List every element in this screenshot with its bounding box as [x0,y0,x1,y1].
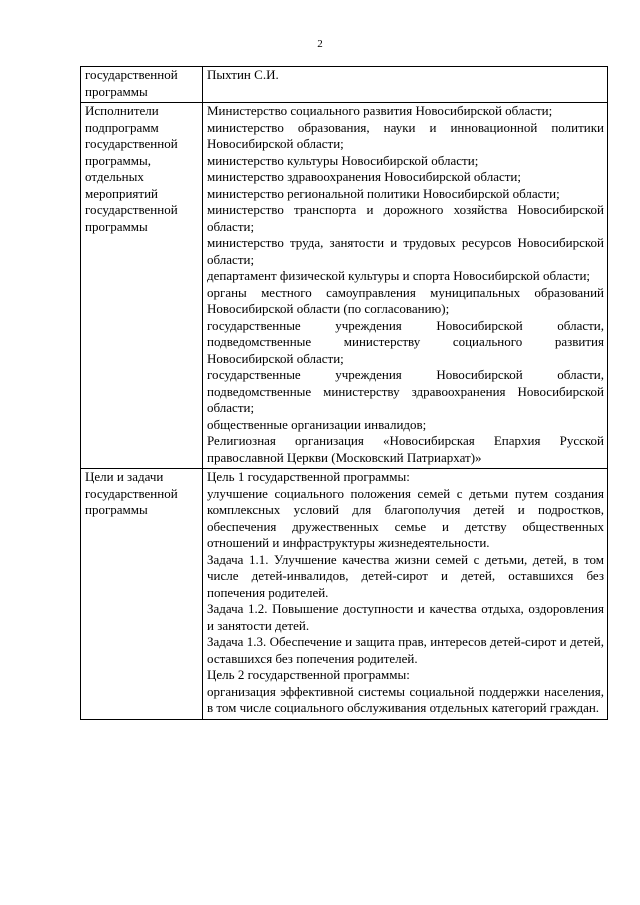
content-paragraph: Задача 1.1. Улучшение качества жизни семей с детьми, детей, в том числе детей-инвалидов, детей-сирот и детей, оставшихся без попечения родителей. [207,551,604,600]
row-content-cell [203,103,608,469]
content-paragraph: государственные учреждения Новосибирской области, подведомственные министерству здравоохранения Новосибирской области; [207,367,604,415]
table-row-executors [81,103,608,469]
content-paragraph: Задача 1.3. Обеспечение и защита прав, интересов детей-сирот и детей, оставшихся без попечения родителей. [207,634,604,666]
page-number: 2 [317,38,323,50]
program-passport-table [80,66,608,720]
content-paragraph: Задача 1.2. Повышение доступности и качества отдыха, оздоровления и занятости детей. [207,601,604,633]
table-row-responsible [81,67,608,103]
content-paragraph: министерство культуры Новосибирской области; [207,152,479,168]
row-label-cell [81,67,203,103]
content-paragraph: министерство региональной политики Новосибирской области; [207,185,560,201]
content-paragraph: государственные учреждения Новосибирской области, подведомственные министерству социального развития Новосибирской области; [207,317,604,366]
content-paragraph: Религиозная организация «Новосибирская Епархия Русской православной Церкви (Московский Патриархат)» [207,433,604,465]
row-label-cell [81,469,203,720]
content-paragraph: организация эффективной системы социальной поддержки населения, в том числе социального обслуживания отдельных категорий граждан. [207,683,604,715]
content-paragraph: министерство образования, науки и инновационной политики Новосибирской области; [207,119,604,151]
content-paragraph: министерство здравоохранения Новосибирской области; [207,169,521,184]
content-paragraph: министерство транспорта и дорожного хозяйства Новосибирской области; [207,202,604,234]
content-paragraph: департамент физической культуры и спорта Новосибирской области; [207,268,591,283]
content-paragraph: Министерство социального развития Новосибирской области; [207,103,553,118]
content-paragraph: Цель 2 государственной программы: [207,667,410,682]
row-label-cell [81,103,203,469]
content-paragraph: органы местного самоуправления муниципальных образований Новосибирской области (по согласованию); [207,284,604,316]
row-label: государственной программы [85,67,178,99]
row-content-cell [203,469,608,720]
content-paragraph: Пыхтин С.И. [207,67,279,82]
content-paragraph: улучшение социального положения семей с детьми путем создания комплексных условий для благополучия детей и подростков, обеспечения дружественных семье и детству общественных отношений и инфраструктуры жизнедеятельности. [207,485,604,550]
content-paragraph: общественные организации инвалидов; [207,416,427,432]
content-paragraph: министерство труда, занятости и трудовых ресурсов Новосибирской области; [207,235,604,267]
row-content-cell [203,67,608,103]
table-row-goals-tasks [81,469,608,720]
content-paragraph: Цель 1 государственной программы: [207,469,410,484]
row-label: Цели и задачи государственной программы [85,469,178,517]
row-label: Исполнители подпрограмм государственной программы, отдельных мероприятий государственной программы [85,103,178,234]
